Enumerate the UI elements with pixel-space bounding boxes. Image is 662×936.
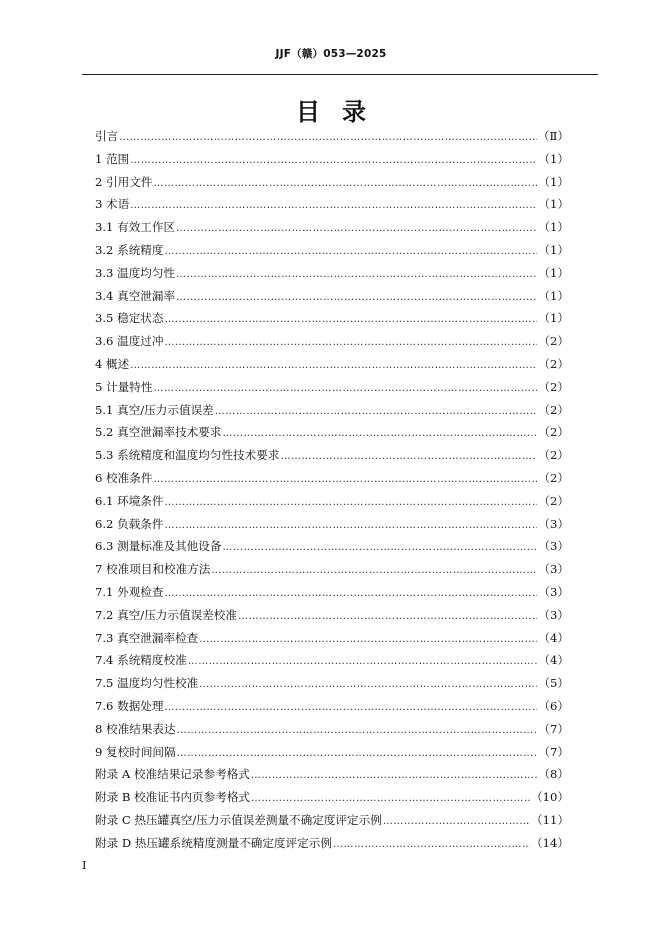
toc-entry-page: （1）: [538, 311, 569, 326]
toc-entry-page: （14）: [531, 835, 569, 850]
document-header-code: JJF（赣）053—2025: [275, 48, 387, 60]
toc-entry-label: 4 概述: [95, 356, 130, 371]
toc-leader-dots: [188, 656, 538, 667]
toc-entry-label: 6.1 环境条件: [95, 493, 164, 508]
toc-leader-dots: [211, 565, 537, 576]
toc-entry-label: 6.2 负载条件: [95, 516, 164, 531]
toc-leader-dots: [199, 634, 537, 645]
toc-entry-page: （3）: [538, 607, 569, 622]
toc-entry[interactable]: [95, 493, 569, 516]
toc-leader-dots: [222, 428, 537, 439]
toc-entry-page: （3）: [538, 562, 569, 577]
toc-entry-page: （2）: [538, 402, 569, 417]
toc-entry-label: 2 引用文件: [95, 174, 153, 189]
toc-entry-page: （10）: [531, 790, 569, 805]
toc-entry-label: 7.1 外观检查: [95, 584, 164, 599]
toc-entry[interactable]: [95, 516, 569, 539]
toc-entry-page: （5）: [538, 676, 569, 691]
toc-entry-label: 1 范围: [95, 151, 130, 166]
toc-entry-label: 3 术语: [95, 197, 130, 212]
toc-leader-dots: [153, 383, 537, 394]
toc-leader-dots: [176, 269, 537, 280]
toc-entry[interactable]: [95, 789, 569, 812]
toc-entry-page: （3）: [538, 539, 569, 554]
toc-entry-page: （1）: [538, 174, 569, 189]
toc-leader-dots: [251, 770, 538, 781]
toc-entry-label: 附录 D 热压罐系统精度测量不确定度评定示例: [95, 835, 332, 850]
toc-entry-page: （8）: [538, 767, 569, 782]
toc-leader-dots: [165, 497, 538, 508]
toc-leader-dots: [176, 223, 537, 234]
toc-entry[interactable]: [95, 538, 569, 561]
toc-leader-dots: [177, 748, 538, 759]
toc-entry[interactable]: [95, 356, 569, 379]
toc-entry[interactable]: [95, 219, 569, 242]
toc-entry-label: 7.3 真空泄漏率检查: [95, 630, 199, 645]
page-title: 目录: [296, 98, 388, 126]
toc-leader-dots: [251, 793, 530, 804]
toc-entry[interactable]: [95, 447, 569, 470]
toc-entry-page: （2）: [538, 425, 569, 440]
toc-leader-dots: [165, 246, 538, 257]
toc-entry[interactable]: [95, 675, 569, 698]
toc-entry[interactable]: [95, 744, 569, 767]
toc-entry-label: 8 校准结果表达: [95, 721, 176, 736]
toc-entry-label: 5.3 系统精度和温度均匀性技术要求: [95, 448, 280, 463]
toc-leader-dots: [165, 702, 538, 713]
toc-entry[interactable]: [95, 128, 569, 151]
toc-entry-label: 7.2 真空/压力示值误差校准: [95, 607, 237, 622]
toc-entry[interactable]: [95, 402, 569, 425]
toc-entry-page: （1）: [538, 242, 569, 257]
toc-entry-page: （3）: [538, 516, 569, 531]
toc-entry[interactable]: [95, 812, 569, 835]
toc-entry-page: （1）: [538, 265, 569, 280]
toc-entry-page: （2）: [538, 334, 569, 349]
toc-leader-dots: [119, 132, 537, 143]
toc-entry[interactable]: [95, 242, 569, 265]
toc-entry-page: （4）: [538, 630, 569, 645]
toc-entry-label: 6 校准条件: [95, 470, 153, 485]
toc-leader-dots: [130, 155, 537, 166]
toc-leader-dots: [215, 406, 538, 417]
toc-entry-page: （3）: [538, 584, 569, 599]
toc-leader-dots: [165, 314, 538, 325]
toc-leader-dots: [165, 520, 538, 531]
toc-entry-label: 7.4 系统精度校准: [95, 653, 187, 668]
toc-leader-dots: [130, 200, 537, 211]
toc-leader-dots: [222, 542, 537, 553]
toc-leader-dots: [176, 292, 537, 303]
toc-entry-page: （2）: [538, 493, 569, 508]
toc-entry-label: 引言: [95, 129, 119, 143]
toc-entry-label: 9 复校时间间隔: [95, 744, 176, 759]
toc-leader-dots: [280, 451, 537, 462]
toc-entry[interactable]: [95, 151, 569, 174]
toc-entry-label: 附录 A 校准结果记录参考格式: [95, 767, 250, 782]
toc-entry-page: （4）: [538, 653, 569, 668]
toc-leader-dots: [238, 611, 537, 622]
toc-leader-dots: [130, 360, 537, 371]
toc-leader-dots: [165, 588, 538, 599]
toc-entry-label: 附录 C 热压罐真空/压力示值误差测量不确定度评定示例: [95, 812, 382, 827]
toc-leader-dots: [165, 337, 538, 348]
toc-entry[interactable]: [95, 333, 569, 356]
toc-entry-label: 7 校准项目和校准方法: [95, 562, 211, 577]
toc-entry[interactable]: [95, 196, 569, 219]
toc-entry[interactable]: [95, 698, 569, 721]
toc-entry-page: （1）: [538, 197, 569, 212]
toc-entry[interactable]: [95, 310, 569, 333]
toc-entry[interactable]: [95, 721, 569, 744]
toc-entry-label: 7.6 数据处理: [95, 698, 164, 713]
toc-entry-page: （2）: [538, 470, 569, 485]
toc-entry-page: （1）: [538, 151, 569, 166]
toc-entry[interactable]: [95, 607, 569, 630]
toc-entry-label: 5.1 真空/压力示值误差: [95, 402, 214, 417]
toc-entry-label: 6.3 测量标准及其他设备: [95, 539, 222, 554]
toc-entry[interactable]: [95, 265, 569, 288]
toc-leader-dots: [199, 679, 537, 690]
toc-entry-label: 5 计量特性: [95, 379, 153, 394]
toc-leader-dots: [383, 816, 530, 827]
toc-entry-page: （7）: [538, 744, 569, 759]
header-rule: [82, 74, 598, 75]
table-of-contents: [95, 128, 569, 858]
toc-entry-page: （2）: [538, 448, 569, 463]
toc-entry[interactable]: [95, 288, 569, 311]
toc-entry-page: （Ⅱ）: [537, 129, 569, 143]
toc-leader-dots: [153, 474, 537, 485]
toc-entry-label: 3.4 真空泄漏率: [95, 288, 176, 303]
toc-entry[interactable]: [95, 424, 569, 447]
toc-entry-page: （1）: [538, 220, 569, 235]
page-number: Ⅰ: [82, 858, 87, 872]
toc-entry-page: （6）: [538, 698, 569, 713]
toc-entry[interactable]: [95, 766, 569, 789]
toc-entry-label: 5.2 真空泄漏率技术要求: [95, 425, 222, 440]
toc-entry-page: （7）: [538, 721, 569, 736]
toc-leader-dots: [177, 725, 538, 736]
toc-leader-dots: [153, 178, 537, 189]
toc-entry[interactable]: [95, 584, 569, 607]
toc-entry-label: 3.5 稳定状态: [95, 311, 164, 326]
toc-entry-page: （1）: [538, 288, 569, 303]
toc-entry-label: 7.5 温度均匀性校准: [95, 676, 199, 691]
toc-leader-dots: [333, 839, 530, 850]
toc-entry[interactable]: [95, 470, 569, 493]
toc-entry-label: 3.2 系统精度: [95, 242, 164, 257]
toc-entry-label: 3.1 有效工作区: [95, 220, 176, 235]
toc-entry[interactable]: [95, 561, 569, 584]
toc-entry-page: （2）: [538, 356, 569, 371]
toc-entry-page: （2）: [538, 379, 569, 394]
toc-entry[interactable]: [95, 835, 569, 858]
toc-entry-label: 3.3 温度均匀性: [95, 265, 176, 280]
toc-entry-label: 3.6 温度过冲: [95, 334, 164, 349]
toc-entry-label: 附录 B 校准证书内页参考格式: [95, 790, 251, 805]
toc-entry-page: （11）: [531, 812, 569, 827]
toc-entry[interactable]: [95, 630, 569, 653]
toc-entry[interactable]: [95, 379, 569, 402]
toc-entry[interactable]: [95, 174, 569, 197]
toc-entry[interactable]: [95, 652, 569, 675]
